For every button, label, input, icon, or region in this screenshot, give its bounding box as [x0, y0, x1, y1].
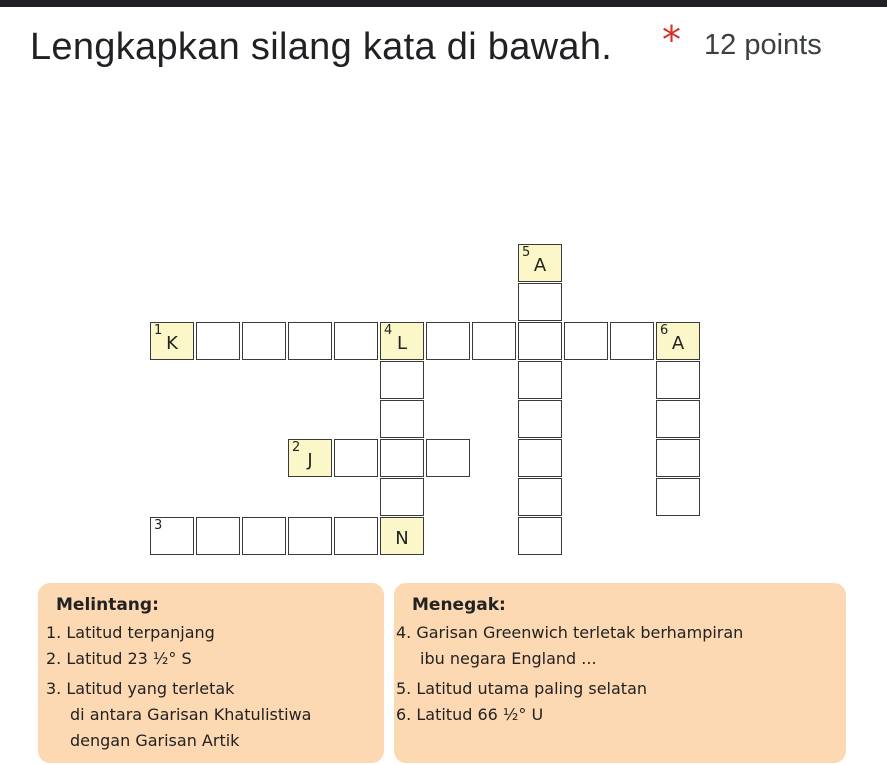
crossword-cell	[196, 322, 240, 360]
crossword-cell	[518, 283, 562, 321]
clue-4-line-1: 4. Garisan Greenwich terletak berhampiran	[396, 623, 744, 642]
crossword-cell	[380, 400, 424, 438]
crossword-cell: 4 L	[380, 322, 424, 360]
crossword-cell	[518, 400, 562, 438]
clue-3-line-2: di antara Garisan Khatulistiwa	[70, 705, 312, 724]
across-heading: Melintang:	[56, 595, 159, 615]
crossword-cell	[426, 322, 470, 360]
crossword-cell: 3	[150, 517, 194, 555]
crossword-cell	[656, 361, 700, 399]
crossword-cell	[656, 478, 700, 516]
crossword-cell	[380, 478, 424, 516]
required-mark: *	[662, 18, 681, 62]
crossword-cell: 2 J	[288, 439, 332, 477]
crossword-cell	[656, 439, 700, 477]
crossword-cell	[242, 517, 286, 555]
crossword-cell	[564, 322, 608, 360]
crossword-cell	[196, 517, 240, 555]
crossword-cell: N	[380, 517, 424, 555]
crossword-cell	[334, 517, 378, 555]
crossword-cell	[334, 439, 378, 477]
crossword-cell	[518, 322, 562, 360]
crossword-cell	[518, 478, 562, 516]
crossword-cell	[656, 400, 700, 438]
clue-4-line-2: ibu negara England ...	[420, 649, 597, 668]
clue-5: 5. Latitud utama paling selatan	[396, 679, 648, 698]
crossword-cell: 1 K	[150, 322, 194, 360]
crossword-cell	[334, 322, 378, 360]
crossword-cell: 6 A	[656, 322, 700, 360]
crossword-cell	[380, 361, 424, 399]
crossword-cell	[426, 439, 470, 477]
clue-3-line-1: 3. Latitud yang terletak	[46, 679, 235, 698]
crossword-cell: 5 A	[518, 244, 562, 282]
clue-3-line-3: dengan Garisan Artik	[70, 731, 240, 750]
crossword-cell	[288, 517, 332, 555]
across-clues-panel	[38, 583, 384, 763]
crossword-cell	[610, 322, 654, 360]
crossword-cell	[288, 322, 332, 360]
crossword-cell	[518, 439, 562, 477]
clue-1: 1. Latitud terpanjang	[46, 623, 215, 642]
clue-2: 2. Latitud 23 ½° S	[46, 649, 192, 668]
crossword-cell	[380, 439, 424, 477]
crossword-cell	[472, 322, 516, 360]
crossword-cell	[518, 517, 562, 555]
crossword-cell	[242, 322, 286, 360]
question-title: Lengkapkan silang kata di bawah.	[30, 26, 613, 68]
points-label: 12 points	[704, 29, 822, 61]
crossword-cell	[518, 361, 562, 399]
down-clues-panel	[394, 583, 846, 763]
down-heading: Menegak:	[412, 595, 506, 615]
clue-6: 6. Latitud 66 ½° U	[396, 705, 544, 724]
